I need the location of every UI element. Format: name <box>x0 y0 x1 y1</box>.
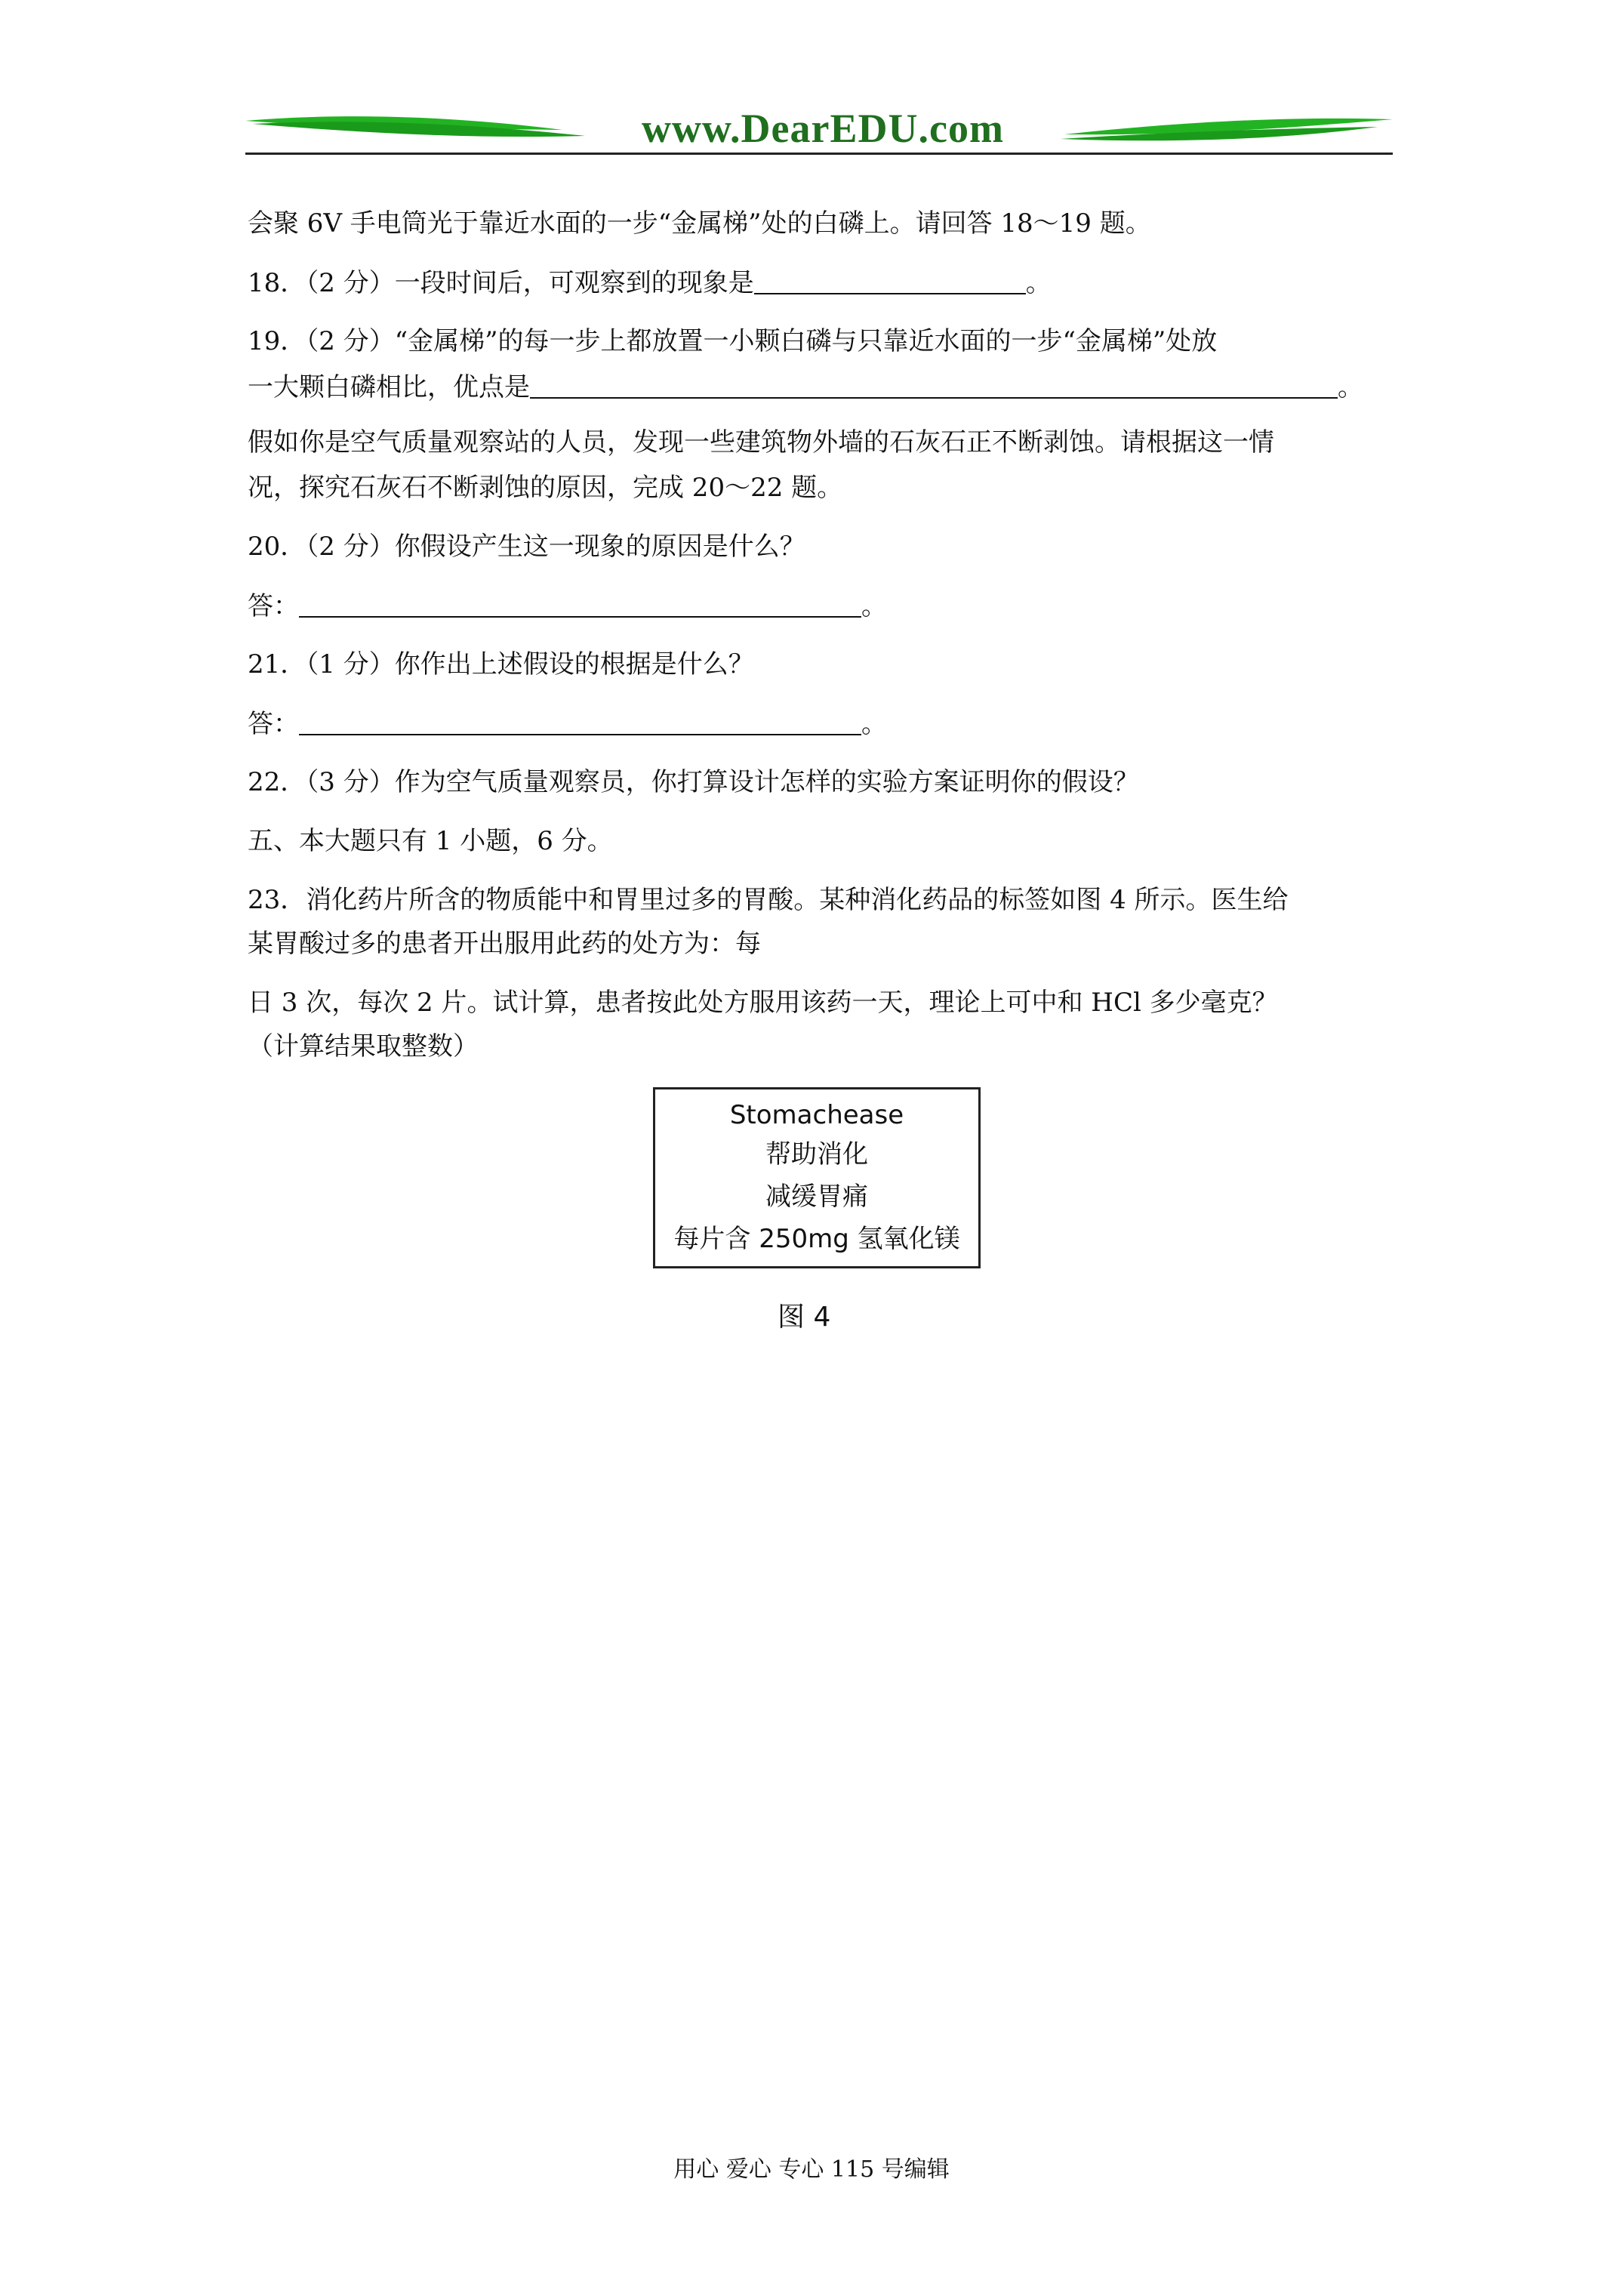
question-19-line1: 19．（2 分）“金属梯”的每一步上都放置一小颗白磷与只靠近水面的一步“金属梯”处放 <box>248 326 1218 356</box>
paragraph-line: 假如你是空气质量观察站的人员，发现一些建筑物外墙的石灰石正不断剥蚀。请根据这一情 <box>248 427 1274 458</box>
question-23-line2: 某胃酸过多的患者开出服用此药的处方为：每 <box>248 929 761 959</box>
answer-line-20: 答： 。 <box>248 591 887 621</box>
question-22: 22．（3 分）作为空气质量观察员，你打算设计怎样的实验方案证明你的假设？ <box>248 767 1139 797</box>
figure-caption: 图 4 <box>778 1302 831 1333</box>
question-21: 21．（1 分）你作出上述假设的根据是什么？ <box>248 649 754 680</box>
page-footer: 用心 爱心 专心 115 号编辑 <box>673 2156 950 2183</box>
medicine-label <box>653 1087 981 1268</box>
question-18: 18．（2 分）一段时间后，可观察到的现象是 。 <box>248 268 1052 298</box>
question-19-line2: 一大颗白磷相比，优点是 。 <box>248 372 1363 402</box>
label-line: 帮助消化 <box>765 1139 868 1170</box>
label-line: 减缓胃痛 <box>765 1182 868 1212</box>
answer-line-21: 答： 。 <box>248 709 887 739</box>
question-23-line3: 日 3 次，每次 2 片。试计算，患者按此处方服用该药一天，理论上可中和 HCl 多少毫克？ <box>248 988 1278 1018</box>
site-logo-text: www.DearEDU.com <box>642 106 1004 151</box>
question-23-line1: 23．消化药片所含的物质能中和胃里过多的胃酸。某种消化药品的标签如图 4 所示。医生给 <box>248 885 1289 915</box>
label-brand: Stomachease <box>729 1100 904 1130</box>
question-23-line4: （计算结果取整数） <box>248 1031 479 1062</box>
text-line: 会聚 6V 手电筒光于靠近水面的一步“金属梯”处的白磷上。请回答 18～19 题。 <box>248 208 1151 239</box>
page-header <box>245 106 1393 159</box>
label-line: 每片含 250mg 氢氧化镁 <box>673 1224 960 1254</box>
section-5-heading: 五、本大题只有 1 小题，6 分。 <box>248 826 613 856</box>
paragraph-line: 况，探究石灰石不断剥蚀的原因，完成 20～22 题。 <box>248 473 843 503</box>
question-20: 20．（2 分）你假设产生这一现象的原因是什么？ <box>248 532 805 562</box>
header-rule <box>245 153 1393 155</box>
